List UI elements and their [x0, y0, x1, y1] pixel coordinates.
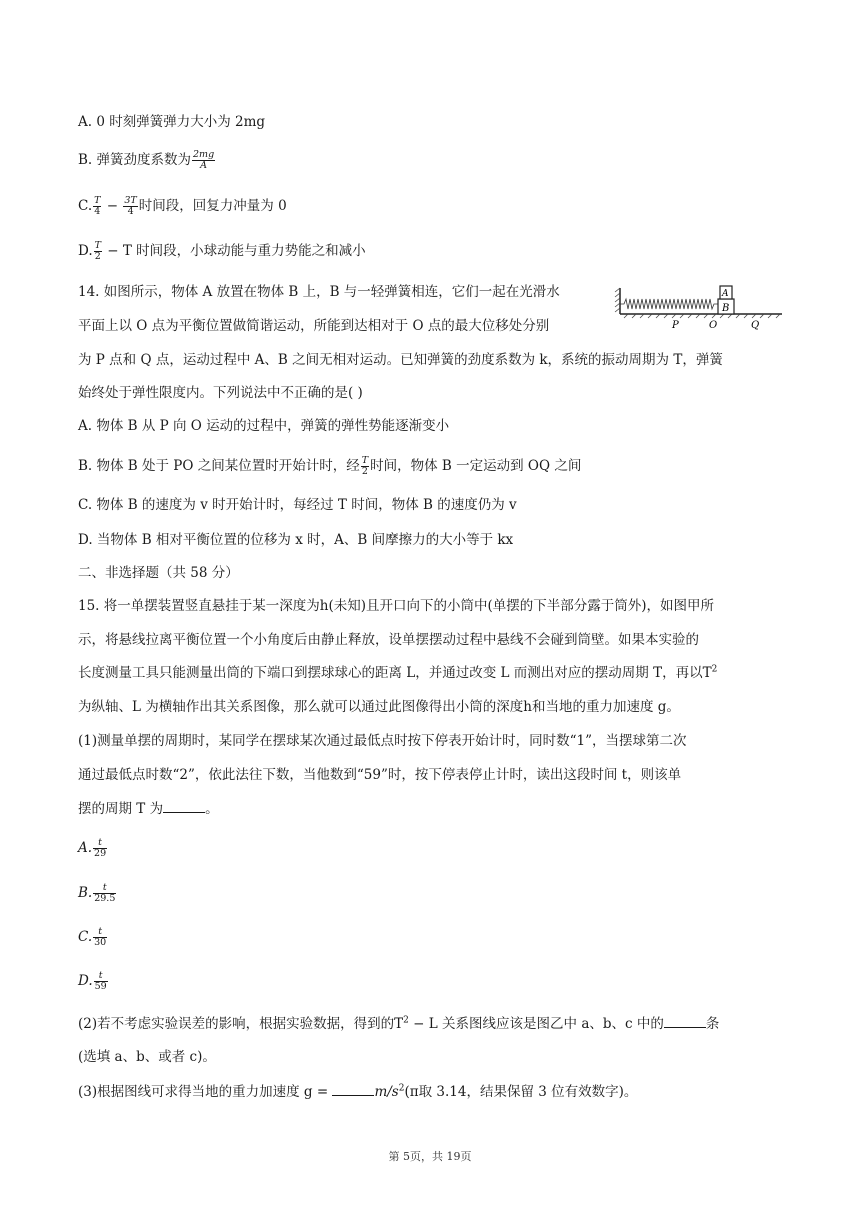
spring-oscillator-figure	[614, 280, 786, 330]
fraction-numerator: 2mg	[193, 149, 215, 160]
q13-option-a: A. 0 时刻弹簧弹力大小为 2mg	[78, 114, 266, 130]
fraction	[123, 196, 137, 217]
fraction-denominator: 4	[94, 206, 101, 217]
fraction-numerator: T	[361, 455, 369, 466]
superscript: 2	[711, 664, 718, 675]
fraction	[361, 456, 369, 477]
superscript: 2	[403, 1015, 409, 1026]
fraction	[192, 150, 215, 171]
q15-part1-line-3	[78, 798, 219, 819]
q15-part3-line	[78, 1081, 637, 1102]
fraction-numerator: t	[93, 838, 107, 849]
q15-part2-line-1	[78, 1013, 719, 1034]
point-o-label: O	[709, 320, 718, 330]
minus-sign: −	[106, 198, 119, 214]
superscript: 2	[398, 1083, 405, 1094]
q14-stem-line-3: 为 P 点和 Q 点，运动过程中 A、B 之间无相对运动。已知弹簧的劲度系数为 k，系统的振动周期为 T，弹簧	[78, 352, 723, 368]
point-p-label: P	[672, 320, 679, 330]
q15-stem-line-3	[78, 663, 717, 683]
fraction-denominator: 30	[94, 937, 107, 948]
fraction-numerator: t	[93, 883, 116, 894]
answer-blank	[664, 1013, 706, 1028]
block-b-label: B	[722, 303, 730, 314]
choice-c	[78, 927, 108, 948]
q13-option-b	[78, 150, 216, 171]
fraction	[93, 883, 116, 904]
q13-option-c-text: 时间段，回复力冲量为 0	[138, 198, 287, 214]
q15-part1-line-1: (1)测量单摆的周期时，某同学在摆球某次通过最低点时按下停表开始计时，同时数“1”，当摆球第二次	[78, 733, 687, 749]
fraction-numerator: t	[94, 971, 108, 982]
fraction-denominator: 2	[94, 251, 101, 262]
fraction	[93, 838, 107, 859]
q14-option-c: C. 物体 B 的速度为 v 时开始计时，每经过 T 时间，物体 B 的速度仍为 v	[78, 497, 517, 513]
answer-blank	[332, 1081, 374, 1096]
q15-stem-line-1: 15. 将一单摆装置竖直悬挂于某一深度为h(未知)且开口向下的小筒中(单摆的下半部分露于筒外)，如图甲所	[78, 598, 715, 614]
q13-option-b-text: B. 弹簧劲度系数为	[78, 152, 192, 168]
q15-part1-line-3-end: 。	[205, 801, 219, 817]
q15-part2-text-3: 条	[705, 1016, 720, 1032]
fraction-denominator: A	[200, 160, 208, 171]
q15-stem-line-4: 为纵轴、L 为横轴作出其关系图像，那么就可以通过此图像得出小筒的深度h和当地的重力加速度 g。	[78, 699, 680, 715]
q13-option-d-label: D.	[78, 243, 93, 259]
q15-part1-line-2: 通过最低点时数“2”，依此法往下数，当他数到“59”时，按下停表停止计时，读出这段时间 t，则该单	[78, 767, 682, 783]
block-a-label: A	[722, 289, 729, 299]
q14-option-a: A. 物体 B 从 P 向 O 运动的过程中，弹簧的弹性势能逐渐变小	[78, 418, 450, 434]
fraction-denominator: 4	[127, 206, 134, 217]
choice-a	[78, 838, 108, 859]
q15-part3-text-2: (π取 3.14，结果保留 3 位有效数字)。	[404, 1084, 638, 1100]
q15-part2-line-2: (选填 a、b、或者 c)。	[78, 1049, 216, 1065]
unit: m/s	[374, 1084, 399, 1100]
q13-option-d-text: − T 时间段，小球动能与重力势能之和减小	[107, 243, 366, 259]
q15-part2-text: (2)若不考虑实验误差的影响，根据实验数据，得到的T	[78, 1016, 404, 1032]
fraction-denominator: 59	[94, 981, 107, 992]
q14-option-b	[78, 456, 581, 477]
choice-d	[78, 971, 109, 992]
spring	[620, 299, 718, 309]
q14-option-d: D. 当物体 B 相对平衡位置的位移为 x 时，A、B 间摩擦力的大小等于 kx	[78, 532, 514, 548]
q13-option-c-label: C.	[78, 198, 93, 214]
fraction-numerator: t	[93, 927, 107, 938]
q13-option-c	[78, 196, 287, 217]
section-heading: 二、非选择题（共 58 分）	[78, 565, 239, 581]
q15-stem-line-2: 示，将悬线拉离平衡位置一个小角度后由静止释放，设单摆摆动过程中悬线不会碰到筒壁。如果本实验的	[78, 632, 699, 648]
q15-part3-text: (3)根据图线可求得当地的重力加速度 g =	[78, 1084, 333, 1100]
q14-stem-line-2: 平面上以 O 点为平衡位置做简谐运动，所能到达相对于 O 点的最大位移处分别	[78, 318, 550, 334]
fraction-numerator: 3T	[124, 195, 137, 206]
q13-option-d	[78, 241, 366, 262]
fraction-numerator: T	[94, 195, 101, 206]
fraction-numerator: T	[94, 240, 101, 251]
fraction	[94, 971, 108, 992]
fraction	[93, 927, 107, 948]
answer-blank	[163, 798, 205, 813]
fraction	[93, 196, 101, 217]
choice-label: B.	[78, 885, 93, 901]
q14-stem-line-1: 14. 如图所示，物体 A 放置在物体 B 上，B 与一轻弹簧相连，它们一起在光滑水	[78, 284, 560, 300]
point-q-label: Q	[751, 320, 760, 330]
choice-b	[78, 883, 117, 904]
fraction-denominator: 29.5	[94, 893, 116, 904]
choice-label: C.	[78, 929, 93, 945]
choice-label: D.	[78, 973, 93, 989]
page-footer: 第 5页，共 19页	[388, 1150, 472, 1163]
q15-part1-line-3-text: 摆的周期 T 为	[78, 801, 164, 817]
fraction	[94, 241, 102, 262]
q14-option-b-text-2: 时间，物体 B 一定运动到 OQ 之间	[370, 458, 582, 474]
fraction-denominator: 29	[94, 848, 107, 859]
q14-option-b-text: B. 物体 B 处于 PO 之间某位置时开始计时，经	[78, 458, 360, 474]
fraction-denominator: 2	[361, 466, 368, 477]
q15-stem-line-3-text: 长度测量工具只能测量出筒的下端口到摆球球心的距离 L，并通过改变 L 而测出对应的摆动周期 T，再以T	[78, 665, 712, 681]
q14-stem-line-4: 始终处于弹性限度内。下列说法中不正确的是( )	[78, 385, 363, 401]
q15-part2-text-2: − L 关系图线应该是图乙中 a、b、c 中的	[408, 1016, 664, 1032]
choice-label: A.	[78, 840, 93, 856]
